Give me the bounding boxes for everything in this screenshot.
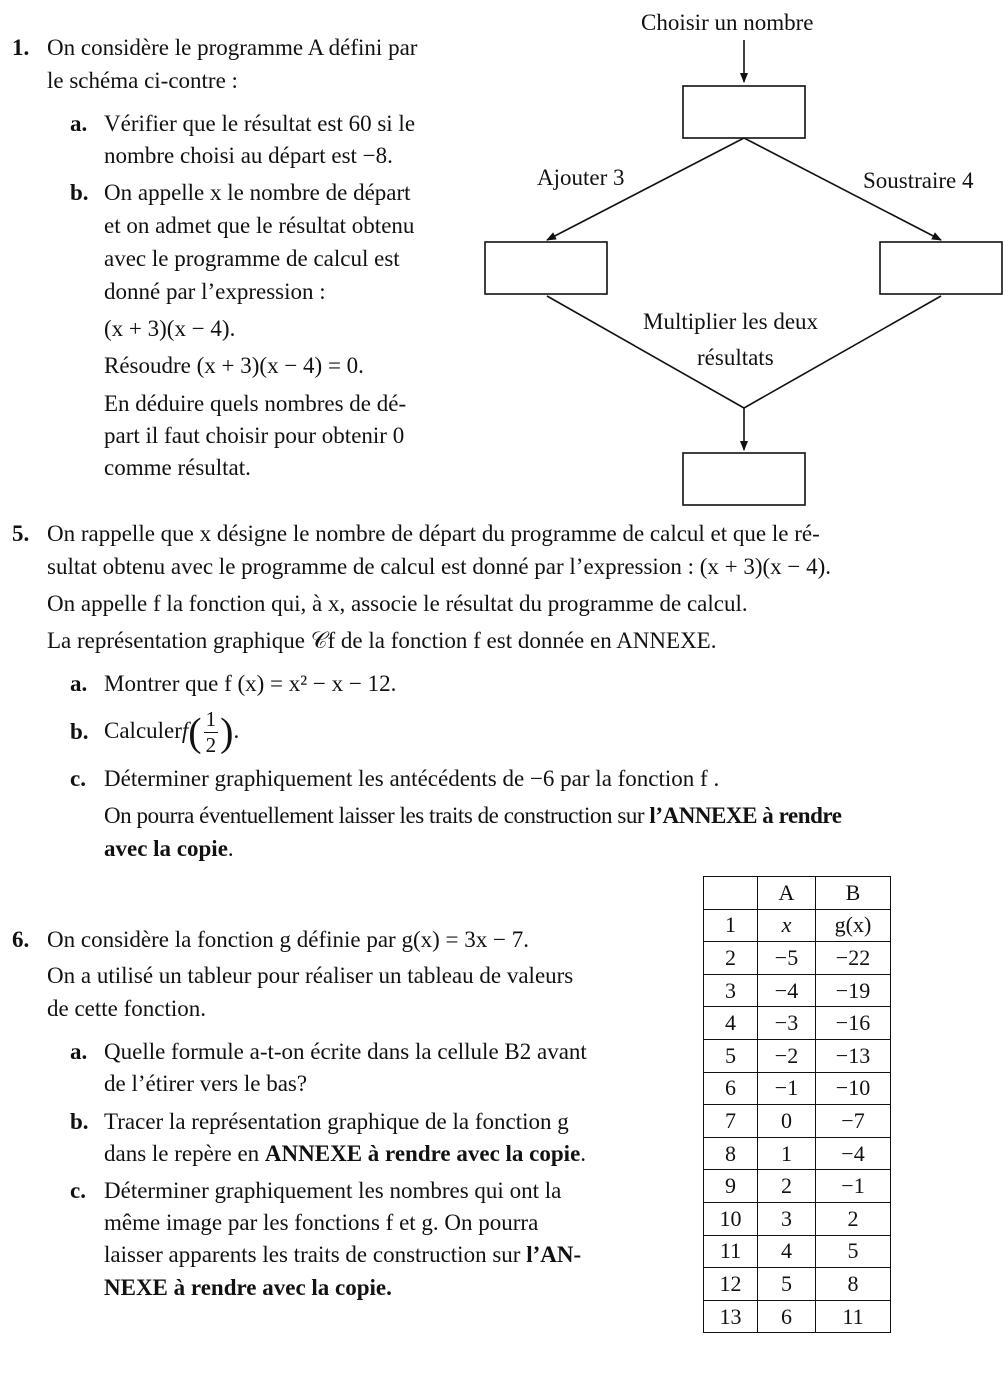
table-row — [704, 1105, 891, 1138]
cell-b: 2 — [816, 1202, 891, 1235]
flow-right-label: Soustraire 4 — [863, 168, 974, 193]
cell-a: 3 — [758, 1202, 816, 1235]
table-row — [704, 1170, 891, 1203]
flow-merge-label-2: résultats — [697, 345, 774, 370]
table-row — [704, 942, 891, 975]
row-number: 3 — [704, 974, 758, 1007]
q6a-line-2: de l’étirer vers le bas? — [104, 1071, 308, 1096]
box-left-result — [485, 242, 607, 294]
cell-a: −5 — [758, 942, 816, 975]
spreadsheet-table — [703, 876, 891, 1333]
q5b-label: b. — [70, 719, 89, 744]
q1b-line-4: donné par l’expression : — [104, 279, 326, 304]
q6c-line-2: même image par les fonctions f et g. On pourra — [104, 1210, 539, 1235]
q5-line-4: La représentation graphique 𝒞f de la fonction f est donnée en ANNEXE. — [47, 628, 717, 653]
q6-number: 6. — [12, 927, 30, 952]
q5b-function: f — [181, 718, 189, 743]
flow-start-label: Choisir un nombre — [641, 10, 814, 35]
q1-line-1: On considère le programme A défini par — [47, 35, 418, 60]
cell-b: −19 — [816, 974, 891, 1007]
row-number: 8 — [704, 1137, 758, 1170]
q1b-line-6: Résoudre (x + 3)(x − 4) = 0. — [104, 353, 364, 378]
q1b-line-1: On appelle x le nombre de départ — [104, 180, 411, 205]
q5c-text: Déterminer graphiquement les antécédents de −6 par la fonction f . — [104, 766, 720, 791]
cell-b: −16 — [816, 1007, 891, 1040]
cell-b: −7 — [816, 1105, 891, 1138]
row-number: 13 — [704, 1300, 758, 1333]
q6c-line-3-bold: l’AN- — [526, 1242, 582, 1267]
table-row — [704, 1039, 891, 1072]
q1b-label: b. — [70, 180, 89, 205]
row-number: 4 — [704, 1007, 758, 1040]
corner-cell — [704, 877, 758, 910]
q6-line-2: On a utilisé un tableur pour réaliser un tableau de valeurs — [47, 963, 574, 988]
table-row — [704, 909, 891, 942]
spreadsheet-header-row — [704, 877, 891, 910]
table-row — [704, 1235, 891, 1268]
q6c-line-1: Déterminer graphiquement les nombres qui ont la — [104, 1178, 562, 1203]
cell-b: −4 — [816, 1137, 891, 1170]
row-number: 7 — [704, 1105, 758, 1138]
cell-b: −22 — [816, 942, 891, 975]
q1b-line-3: avec le programme de calcul est — [104, 246, 400, 271]
row-number: 9 — [704, 1170, 758, 1203]
col-header-a: A — [758, 877, 816, 910]
cell-b: −10 — [816, 1072, 891, 1105]
q5-line-1: On rappelle que x désigne le nombre de départ du programme de calcul et que le ré- — [47, 521, 820, 546]
q6-line-3: de cette fonction. — [47, 996, 207, 1021]
q1a-line-1: Vérifier que le résultat est 60 si le — [104, 111, 416, 136]
q5c-line-3-end: . — [227, 836, 234, 861]
q1a-line-2: nombre choisi au départ est −8. — [104, 143, 393, 168]
q5b-text: Calculer — [104, 718, 182, 743]
row-number: 11 — [704, 1235, 758, 1268]
row-number: 12 — [704, 1268, 758, 1301]
col-header-b: B — [816, 877, 891, 910]
flow-merge-label-1: Multiplier les deux — [643, 309, 819, 334]
q6b-line-2 — [104, 1141, 586, 1167]
q5b-denominator: 2 — [205, 733, 217, 758]
q5c-line-3 — [104, 836, 234, 862]
cell-a: 2 — [758, 1170, 816, 1203]
cell-b: −1 — [816, 1170, 891, 1203]
q6b-label: b. — [70, 1109, 89, 1134]
q6a-line-1: Quelle formule a-t-on écrite dans la cellule B2 avant — [104, 1039, 587, 1064]
q1b-line-9: comme résultat. — [104, 455, 251, 480]
table-row — [704, 1202, 891, 1235]
cell-b: 5 — [816, 1235, 891, 1268]
cell-a: 1 — [758, 1137, 816, 1170]
q6c-line-3 — [104, 1242, 581, 1268]
cell-a: −4 — [758, 974, 816, 1007]
table-row — [704, 1137, 891, 1170]
q6b-line-2-plain: dans le repère en — [104, 1141, 260, 1166]
flow-left-label: Ajouter 3 — [537, 165, 625, 190]
q5c-line-2 — [104, 803, 842, 829]
q1b-expression: (x + 3)(x − 4). — [104, 316, 236, 341]
box-final-result — [683, 453, 805, 505]
q5c-label: c. — [70, 766, 86, 791]
cell-a: 4 — [758, 1235, 816, 1268]
row-number: 1 — [704, 909, 758, 942]
q1b-line-8: part il faut choisir pour obtenir 0 — [104, 423, 405, 448]
q6c-line-4: NEXE à rendre avec la copie. — [104, 1275, 392, 1300]
cell-a: −3 — [758, 1007, 816, 1040]
cell-a: −1 — [758, 1072, 816, 1105]
q1b-line-7: En déduire quels nombres de dé- — [104, 391, 407, 416]
table-row — [704, 1268, 891, 1301]
table-row — [704, 1300, 891, 1333]
cell-a: x — [758, 909, 816, 942]
table-row — [704, 974, 891, 1007]
q5-number: 5. — [12, 521, 30, 546]
cell-a: −2 — [758, 1039, 816, 1072]
q1-number: 1. — [12, 35, 30, 60]
row-number: 5 — [704, 1039, 758, 1072]
cell-a: 5 — [758, 1268, 816, 1301]
cell-a: 6 — [758, 1300, 816, 1333]
row-number: 10 — [704, 1202, 758, 1235]
box-right-result — [880, 242, 1002, 294]
q6b-line-2-end: . — [580, 1141, 587, 1166]
q6-line-1: On considère la fonction g définie par g(x) = 3x − 7. — [47, 927, 529, 952]
table-row — [704, 1072, 891, 1105]
q5-line-3: On appelle f la fonction qui, à x, associe le résultat du programme de calcul. — [47, 591, 748, 616]
q5c-line-2-plain: On pourra éventuellement laisser les traits de construction sur — [104, 803, 645, 828]
cell-a: 0 — [758, 1105, 816, 1138]
q1-line-2: le schéma ci-contre : — [47, 68, 238, 93]
q5c-line-3-bold: avec la copie — [104, 836, 228, 861]
q6c-label: c. — [70, 1178, 86, 1203]
q1b-line-2: et on admet que le résultat obtenu — [104, 213, 415, 238]
cell-b: −13 — [816, 1039, 891, 1072]
q1a-label: a. — [70, 111, 88, 136]
q5b-numerator: 1 — [205, 707, 217, 732]
q5b-expression: Calculerf( $\frac{1}{2}$ ). — [104, 707, 240, 758]
q5a-label: a. — [70, 671, 88, 696]
cell-b: g(x) — [816, 909, 891, 942]
row-number: 6 — [704, 1072, 758, 1105]
q5c-line-2-bold: l’ANNEXE à rendre — [649, 803, 842, 828]
q6a-label: a. — [70, 1039, 88, 1064]
q6c-line-3-plain: laisser apparents les traits de construction sur — [104, 1242, 521, 1267]
box-chosen-number — [683, 86, 805, 138]
q6b-line-2-bold: ANNEXE à rendre avec la copie — [264, 1141, 581, 1166]
cell-b: 11 — [816, 1300, 891, 1333]
table-row — [704, 1007, 891, 1040]
q5a-text: Montrer que f (x) = x² − x − 12. — [104, 671, 397, 696]
q6b-line-1: Tracer la représentation graphique de la fonction g — [104, 1109, 569, 1134]
cell-b: 8 — [816, 1268, 891, 1301]
q5b-fraction — [204, 709, 219, 756]
row-number: 2 — [704, 942, 758, 975]
q5-line-2: sultat obtenu avec le programme de calcul est donné par l’expression : (x + 3)(x − 4). — [47, 554, 832, 579]
